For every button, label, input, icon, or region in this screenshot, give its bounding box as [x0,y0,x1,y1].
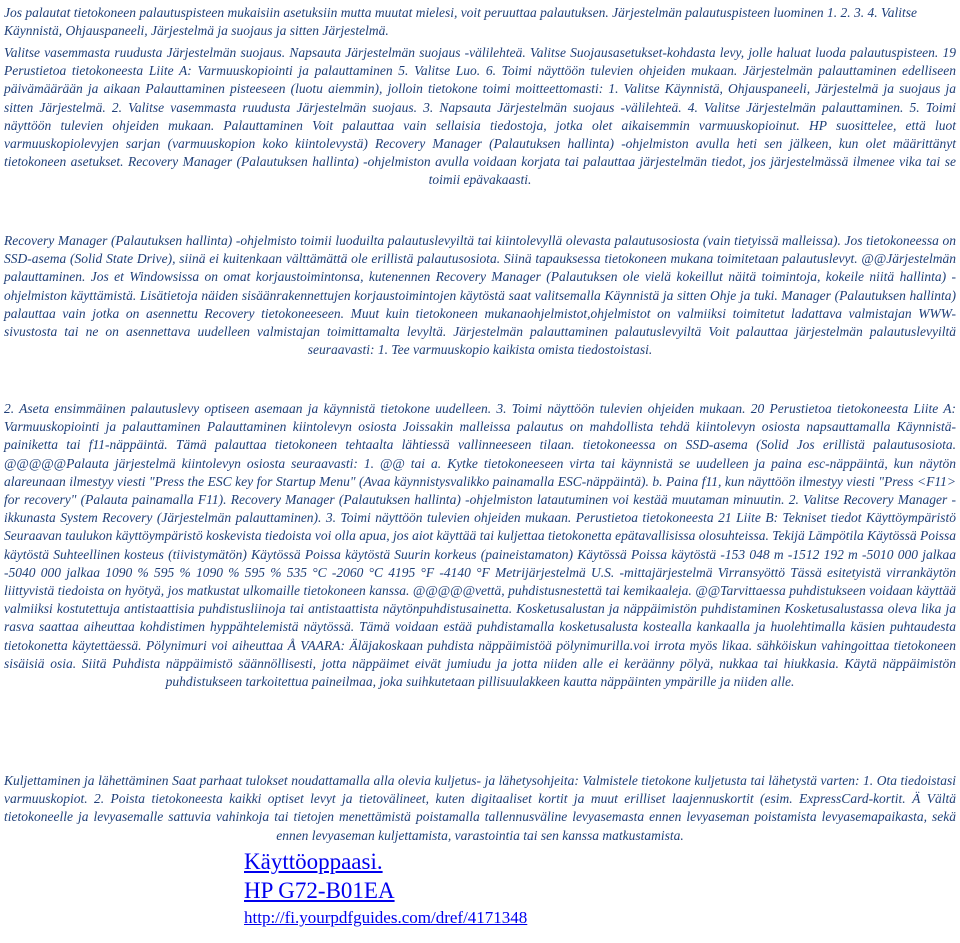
model-link[interactable]: HP G72-B01EA [244,878,395,903]
manual-link[interactable]: Käyttöoppaasi. [244,849,383,874]
paragraph-recovery-partition: 2. Aseta ensimmäinen palautuslevy optiseen asemaan ja käynnistä tietokone uudelleen. 3. Toimi näyttöön tulevien ohjeiden mukaan. 20 Perustietoa tietokoneesta Liite A: Varmuuskopiointi ja palauttaminen Palauttaminen kiintolevyn osiosta Joissakin malleissa palautus on mahdollista tehdä kiintolevyn osiosta napsauttamalla Käynnistä-painiketta tai f11-näppäintä. Tämä palauttaa tietokoneen tehtaalta lähtiessä vallinneeseen tilaan. tietokoneessa on SSD-asema (Solid Jos erillistä palautusosiota. @@@@@Palauta järjestelmä kiintolevyn osiosta seuraavasti: 1. @@ tai a. Kytke tietokoneeseen virta tai käynnistä se uudelleen ja paina esc-näppäintä, kun näytön alareunaan ilmestyy viesti "Press the ESC key for Startup Menu" (Avaa käynnistysvalikko painamalla ESC-näppäintä). b. Paina f11, kun näyttöön ilmestyy viesti "Press <F11> for recovery" (Palauta painamalla F11). Recovery Manager (Palautuksen hallinta) -ohjelmiston latautuminen voi kestää muutaman minuutin. 2. Valitse Recovery Manager -ikkunasta System Recovery (Järjestelmän palauttaminen). 3. Toimi näyttöön tulevien ohjeiden mukaan. Perustietoa tietokoneesta 21 Liite B: Tekniset tiedot Käyttöympäristö Seuraavan taulukon käyttöympäristö koskevista tiedoista voi olla apua, jos aiot käyttää tai kuljettaa tietokonetta epätavallisissa olosuhteissa. Tekijä Lämpötila Käytössä Poissa käytöstä Suhteellinen kosteus (tiivistymätön) Käytössä Poissa käytöstä Suurin korkeus (paineistamaton) Käytössä Poissa käytöstä -153 048 m -1512 192 m -5010 000 jalkaa -5040 000 jalkaa 1090 % 595 % 1090 % 595 % 535 °C -2060 °C 4195 °F -4140 °F Metrijärjestelmä U.S. -mittajärjestelmä Virransyöttö Tässä esitetyistä virrankäytön liittyvistä tiedoista on hyötyä, jos matkustat ulkomaille tietokoneen kanssa. @@@@@vettä, puhdistusnestettä tai kemikaaleja. @@Tarvittaessa puhdistukseen voidaan käyttää valmiiksi kostutettuja antistaattisia puhdistusliinoja tai antistaattista näytönpuhdistusainetta. Kosketusalustan ja näppäimistön puhdistaminen Kosketusalustassa oleva lika ja rasva saattaa aiheuttaa kohdistimen hyppähtelemistä näytössä. Tämä voidaan estää puhdistamalla kosketusalusta kostealla kankaalla ja huolehtimalla käsien puhtaudesta tietokonetta käytettäessä. Pölynimuri voi aiheuttaa Å VAARA: Äläjakoskaan puhdista näppäimistöä pölynimurilla.voi irrota myös likaa. sähköiskun vahingoittaa tietokoneen sisäisiä osia. Siitä Puhdista näppäimistö säännöllisesti, jotta näppäimet eivät jumiudu ja jotta niiden alle ei keräänny pölyä, nukkaa tai hiukkasia. Käytä näppäimistön puhdistukseen tarkoitettua paineilmaa, joka suihkutetaan pillisuulakkeen kautta näppäinten ympärille ja niiden alle. [4,401,956,690]
footer-links [244,848,527,930]
paragraph-intro: Jos palautat tietokoneen palautuspisteen mukaisiin asetuksiin mutta muutat mielesi, voit peruuttaa palautuksen. Järjestelmän palautuspisteen luominen 1. 2. 3. 4. Valitse Käynnistä, Ohjauspaneeli, Järjestelmä ja suojaus ja sitten Järjestelmä. [4,5,918,39]
paragraph-transport: Kuljettaminen ja lähettäminen Saat parhaat tulokset noudattamalla alla olevia kuljetus- ja lähetysohjeita: Valmistele tietokone kuljetusta tai lähetystä varten: 1. Ota tiedoistasi varmuuskopiot. 2. Poista tietokoneesta kaikki optiset levyt ja tietovälineet, kuten digitaaliset kortit ja muut erilliset laajennuskortit (esim. ExpressCard-kortit. Ä Vältä tietokoneelle ja levyasemalle sattuvia vahinkoja tai tietojen menettämistä poistamalla tallennusväline levyasemasta ennen levyaseman poistamista levyasemapaikasta, sekä ennen levyaseman kuljettamista, varastointia tai sen kanssa matkustamista. [4,773,956,843]
url-link[interactable]: http://fi.yourpdfguides.com/dref/4171348 [244,908,528,927]
paragraph-recovery-manager: Recovery Manager (Palautuksen hallinta) -ohjelmisto toimii luoduilta palautuslevyiltä tai kiintolevyllä olevasta palautusosiosta (vain tietyissä malleissa). Jos tietokoneessa on SSD-asema (Solid State Drive), siinä ei kuitenkaan välttämättä ole erillistä palautusosiota. Siinä tapauksessa tietokoneen mukana toimitetaan palautuslevyt. @@Järjestelmän palauttaminen. Jos et Windowsissa on omat korjaustoimintonsa, kutenennen Recovery Manager (Palautuksen ole vielä kokeillut näitä toimintoja, kokeile niitä hallinta) -ohjelmiston käyttämistä. Lisätietoja näiden sisäänrakennettujen korjaustoimintojen käytöstä saat valitsemalla Käynnistä ja sitten Ohje ja tuki. Manager (Palautuksen hallinta) palauttaa vain jotka on asennettu Recovery tietokoneeseen. Muut kuin tietokoneen mukanaohjelmistot,ohjelmistot on valmiiksi toimitetut ladattava valmistajan WWW-sivustosta tai ne on asennettava uudelleen valmistajan toimittamalta levyltä. Järjestelmän palauttaminen palautuslevyiltä Voit palauttaa järjestelmän palautuslevyiltä seuraavasti: 1. Tee varmuuskopio kaikista omista tiedostoistasi. [4,233,956,358]
paragraph-restore-point: Valitse vasemmasta ruudusta Järjestelmän suojaus. Napsauta Järjestelmän suojaus -välilehteä. Valitse Suojausasetukset-kohdasta levy, jolle haluat luoda palautuspisteen. 19 Perustietoa tietokoneesta Liite A: Varmuuskopiointi ja palauttaminen 5. Valitse Luo. 6. Toimi näyttöön tulevien ohjeiden mukaan. Järjestelmän palauttaminen edelliseen päivämäärään ja aikaan Palauttaminen pisteeseen (luotu aiemmin), jolloin tietokone toimi moitteettomasti: 1. Valitse Käynnistä, Ohjauspaneeli, Järjestelmä ja suojaus ja sitten Järjestelmä. 2. Valitse vasemmasta ruudusta Järjestelmän suojaus. 3. Napsauta Järjestelmän suojaus -välilehteä. 4. Valitse Järjestelmän palauttaminen. 5. Toimi näyttöön tulevien ohjeiden mukaan. Palauttaminen Voit palauttaa vain sellaisia tiedostoja, jotka olet aikaisemmin varmuuskopioinut. HP suosittelee, että luot varmuuskopiolevyjen sarjan (varmuuskopion koko kiintolevystä) Recovery Manager (Palautuksen hallinta) -ohjelmiston avulla heti sen jälkeen, kun olet määrittänyt tietokoneen asetukset. Recovery Manager (Palautuksen hallinta) -ohjelmiston avulla voidaan korjata tai palauttaa järjestelmän tiedot, jos järjestelmässä ilmenee vika tai se toimii epävakaasti. [4,45,956,188]
